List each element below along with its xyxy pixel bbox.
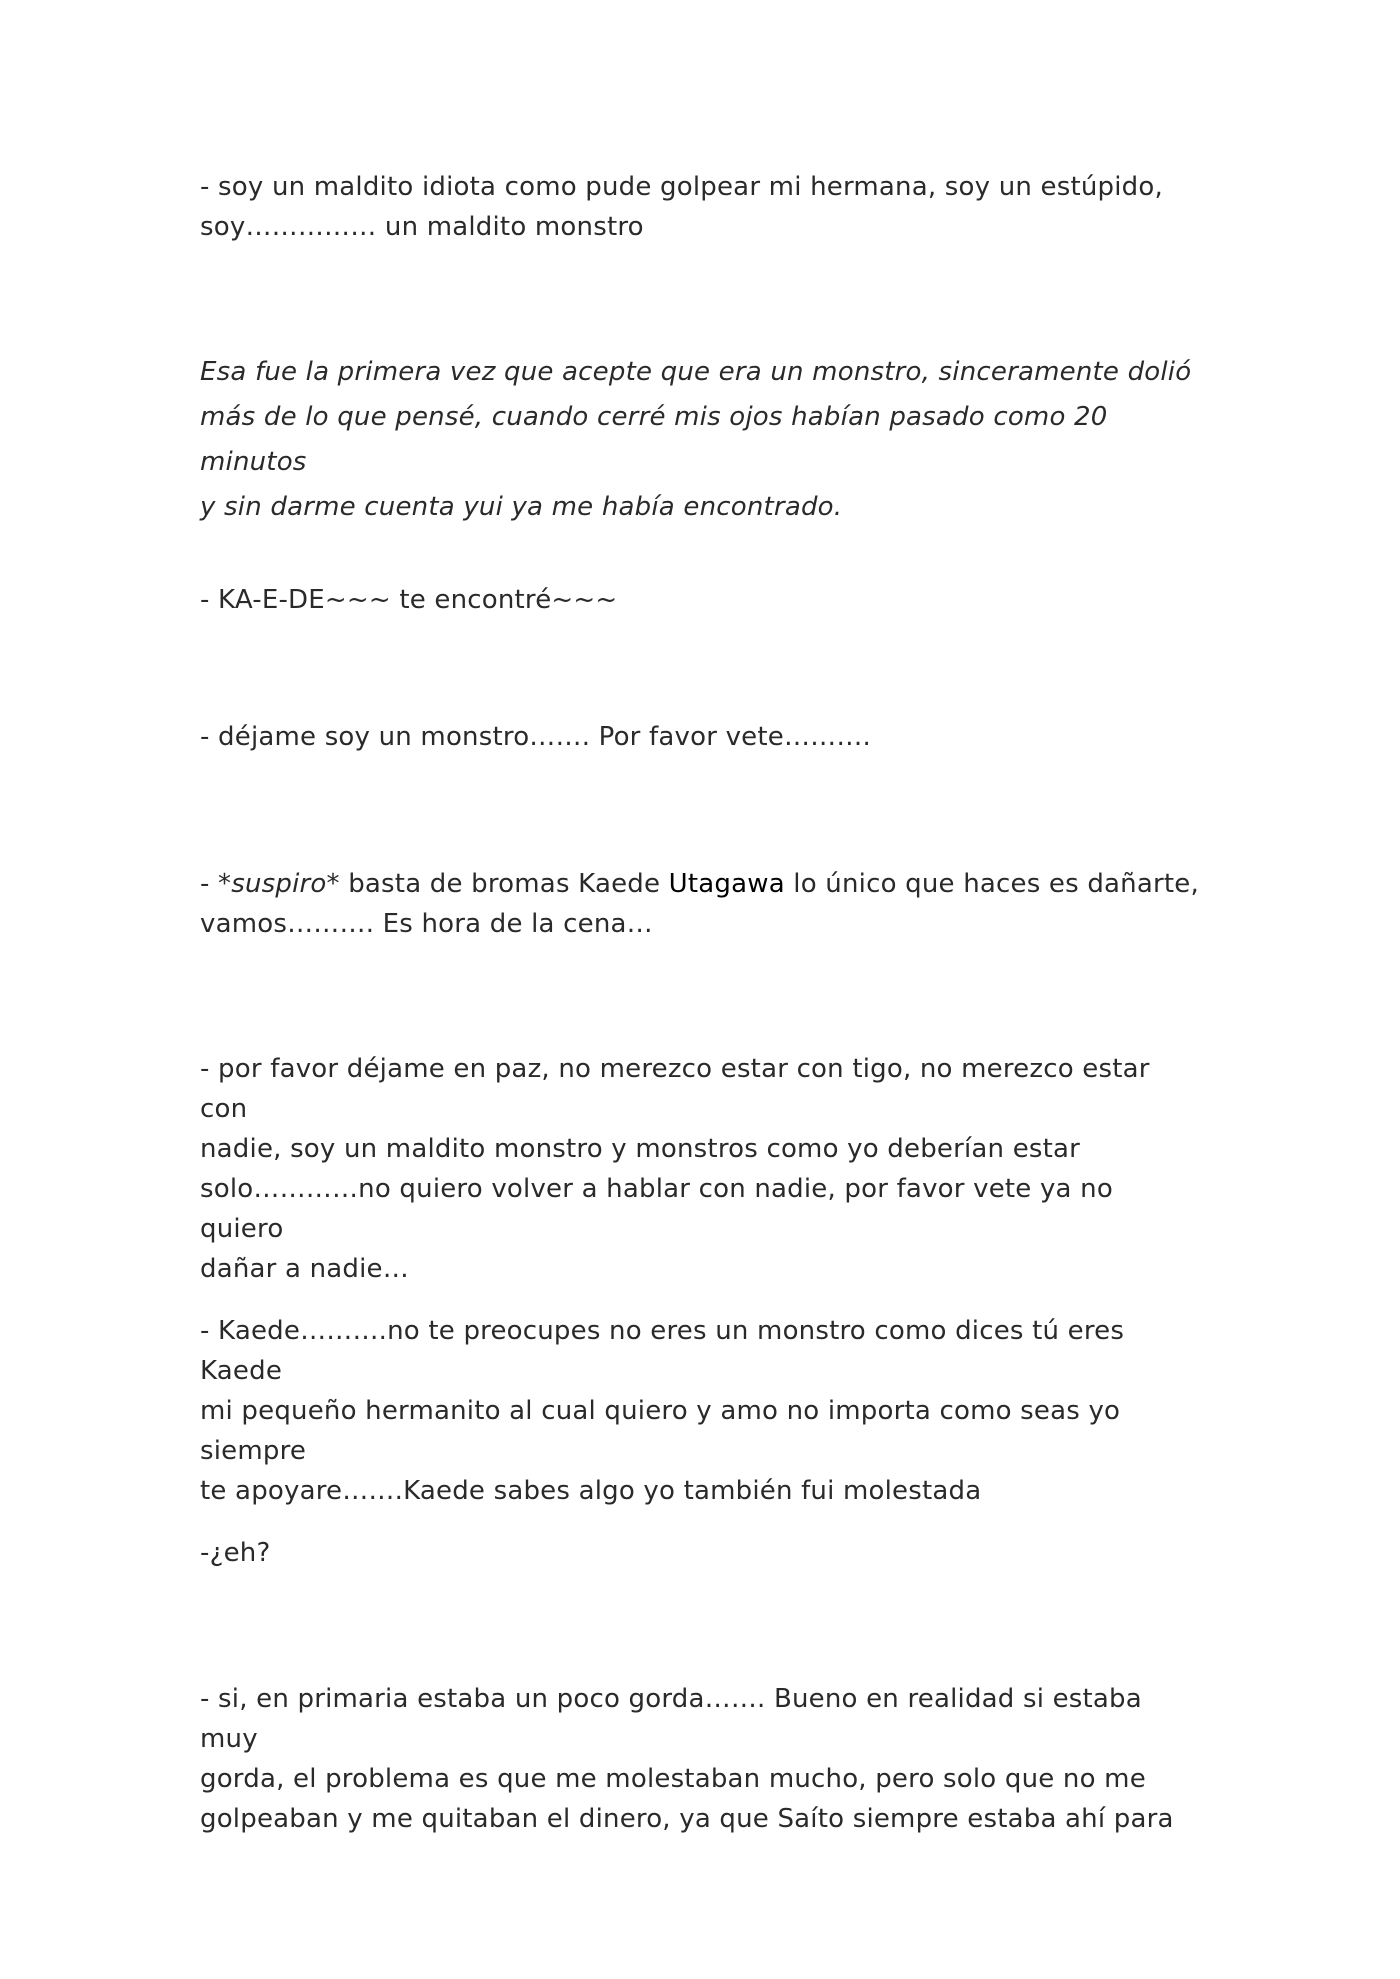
paragraph-9 [200,1679,1200,1839]
paragraph-6-line-1: - por favor déjame en paz, no merezco estar con tigo, no merezco estar con [200,1054,1150,1124]
paragraph-5-name: Utagawa [668,869,785,899]
paragraph-2-narration [200,350,1200,530]
paragraph-2-line-3: y sin darme cuenta yui ya me había encontrado. [200,492,843,522]
paragraph-1 [200,167,1200,247]
paragraph-7 [200,1311,1200,1511]
paragraph-9-line-3: golpeaban y me quitaban el dinero, ya que Saíto siempre estaba ahí para [200,1804,1174,1834]
paragraph-2-line-2: más de lo que pensé, cuando cerré mis ojos habían pasado como 20 minutos [200,402,1108,477]
paragraph-7-line-1: - Kaede……….no te preocupes no eres un monstro como dices tú eres Kaede [200,1316,1125,1386]
paragraph-4-line-1: - déjame soy un monstro……. Por favor vete………. [200,722,872,752]
paragraph-5-line-2: vamos………. Es hora de la cena… [200,909,653,939]
paragraph-3 [200,580,1200,620]
paragraph-8 [200,1533,1200,1573]
paragraph-9-line-1: - si, en primaria estaba un poco gorda……. Bueno en realidad si estaba muy [200,1684,1142,1754]
paragraph-6-line-3: solo…………no quiero volver a hablar con nadie, por favor vete ya no quiero [200,1174,1113,1244]
paragraph-7-line-3: te apoyare…….Kaede sabes algo yo también fui molestada [200,1476,982,1506]
paragraph-5 [200,864,1200,944]
paragraph-7-line-2: mi pequeño hermanito al cual quiero y amo no importa como seas yo siempre [200,1396,1121,1466]
paragraph-3-line-1: - KA-E-DE~~~ te encontré~~~ [200,585,618,615]
paragraph-6-line-4: dañar a nadie… [200,1254,409,1284]
paragraph-1-line-1: - soy un maldito idiota como pude golpear mi hermana, soy un estúpido, [200,172,1163,202]
paragraph-5-suffix: lo único que haces es dañarte, [784,869,1199,899]
paragraph-8-line-1: -¿eh? [200,1538,271,1568]
paragraph-5-italic-word: *suspiro* [218,869,340,899]
paragraph-9-line-2: gorda, el problema es que me molestaban mucho, pero solo que no me [200,1764,1146,1794]
paragraph-1-line-2: soy…………… un maldito monstro [200,212,644,242]
paragraph-4 [200,717,1200,757]
paragraph-2-line-1: Esa fue la primera vez que acepte que era un monstro, sinceramente dolió [200,357,1192,387]
paragraph-6 [200,1049,1200,1289]
paragraph-5-mid: basta de bromas Kaede [339,869,669,899]
paragraph-5-prefix: - [200,869,219,899]
paragraph-6-line-2: nadie, soy un maldito monstro y monstros como yo deberían estar [200,1134,1081,1164]
